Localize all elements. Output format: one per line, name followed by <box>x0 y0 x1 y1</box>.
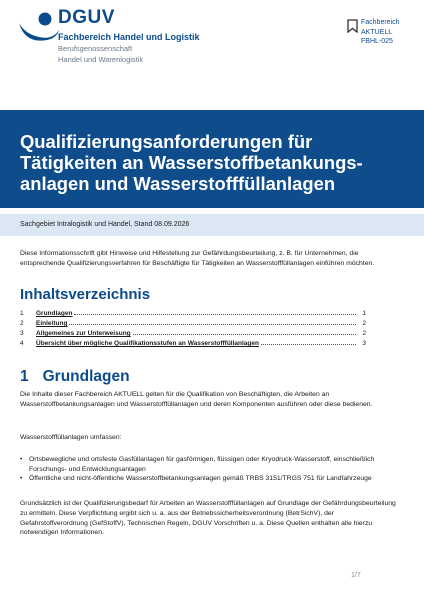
department-name: Fachbereich Handel und Logistik <box>58 32 200 42</box>
toc-item-number: 2 <box>20 320 24 327</box>
toc-item-page: 2 <box>362 330 366 337</box>
section-paragraph-1: Die Inhalte dieser Fachbereich AKTUELL gelten für die Qualifikation von Beschäftigten, die Arbeiten an Wasserstoffbetankungsanlagen und Wasserstofffüllanlagen und deren Komponenten ausführen oder diese bedienen. <box>20 391 373 408</box>
brand-name: DGUV <box>58 7 115 28</box>
toc-item-unterweisung[interactable] <box>20 330 366 340</box>
document-meta: Sachgebiet Intralogistik und Handel, Stand 08.09.2026 <box>20 221 190 228</box>
toc-item-page: 2 <box>362 320 366 327</box>
toc-leader <box>261 344 356 345</box>
list-item: • Ortsbewegliche und ortsfeste Gasfüllanlagen für gasförmigen, flüssigen oder Kryodruck-Wasserstoff, einschließlich Forschungs- und Entwicklungsanlagen <box>20 455 402 474</box>
toc-item-grundlagen[interactable] <box>20 310 366 320</box>
toc-item-link[interactable]: Übersicht über mögliche Qualifikationsstufen an Wasserstofffüllanlagen <box>36 340 259 347</box>
document-title: Qualifizierungsanforderungen für Tätigkeiten an Wasserstoffbetankungsanlagen und Wasserstofffüllanlagen <box>20 131 363 194</box>
toc-item-number: 1 <box>20 310 24 317</box>
toc-item-link[interactable]: Allgemeines zur Unterweisung <box>36 330 131 337</box>
document-header <box>0 0 424 88</box>
organization-line-2: Handel und Warenlogistik <box>58 55 144 64</box>
bookmark-icon <box>347 19 358 33</box>
section-paragraph-2: Wasserstofffüllanlagen umfassen: <box>20 434 122 441</box>
series-label <box>361 18 400 47</box>
toc-item-link[interactable]: Grundlagen <box>36 310 73 317</box>
toc-item-page: 3 <box>362 340 366 347</box>
section-number: 1 <box>20 368 29 385</box>
toc-item-qualifikationsstufen[interactable] <box>20 340 366 350</box>
list-item: • Öffentliche und nicht-öffentliche Wasserstoffbetankungsanlagen gemäß TRBS 3151/TRGS 751 für Landfahrzeuge <box>20 474 402 484</box>
dguv-logo-icon <box>17 10 61 50</box>
toc-item-link[interactable]: Einleitung <box>36 320 68 327</box>
organization-line-1: Berufsgenossenschaft <box>58 44 133 53</box>
toc-item-number: 4 <box>20 340 24 347</box>
toc-item-einleitung[interactable] <box>20 320 366 330</box>
toc-item-page: 1 <box>362 310 366 317</box>
toc-leader <box>69 324 356 325</box>
bullet-list <box>20 455 402 484</box>
toc-title: Inhaltsverzeichnis <box>20 286 151 303</box>
page-number: 1/7 <box>351 572 361 579</box>
toc-item-number: 3 <box>20 330 24 337</box>
section-paragraph-3: Grundsätzlich ist der Qualifizierungsbedarf für Arbeiten an Wasserstofffüllanlagen auf Grundlage der Gefährdungsbeurteilung zu ermitteln. Diese Verpflichtung ergibt sich u. a. aus der Betriebssicherheitsverordnung (BetrSichV), der Gefahrstoffverordnung (GefStoffV), Technischen Regeln, DGUV Vorschriften u. a. Diese Quellen enthalten alle hierzu notwendigen Informationen. <box>20 500 396 537</box>
table-of-contents <box>20 310 366 350</box>
series-line-2: AKTUELL <box>361 28 393 36</box>
section-heading <box>20 368 130 386</box>
section-title: Grundlagen <box>42 368 130 385</box>
series-code: FBHL-025 <box>361 38 393 45</box>
toc-leader <box>74 314 356 315</box>
intro-paragraph: Diese Informationsschrift gibt Hinweise und Hilfestellung zur Gefährdungsbeurteilung, z. B. für Unternehmen, die entsprechende Qualifizierungsverfahren für Beschäftigte für Tätigkeiten an Wasserstofffüllanlagen einführen möchten. <box>20 250 375 267</box>
series-line-1: Fachbereich <box>361 19 400 26</box>
toc-leader <box>133 334 356 335</box>
